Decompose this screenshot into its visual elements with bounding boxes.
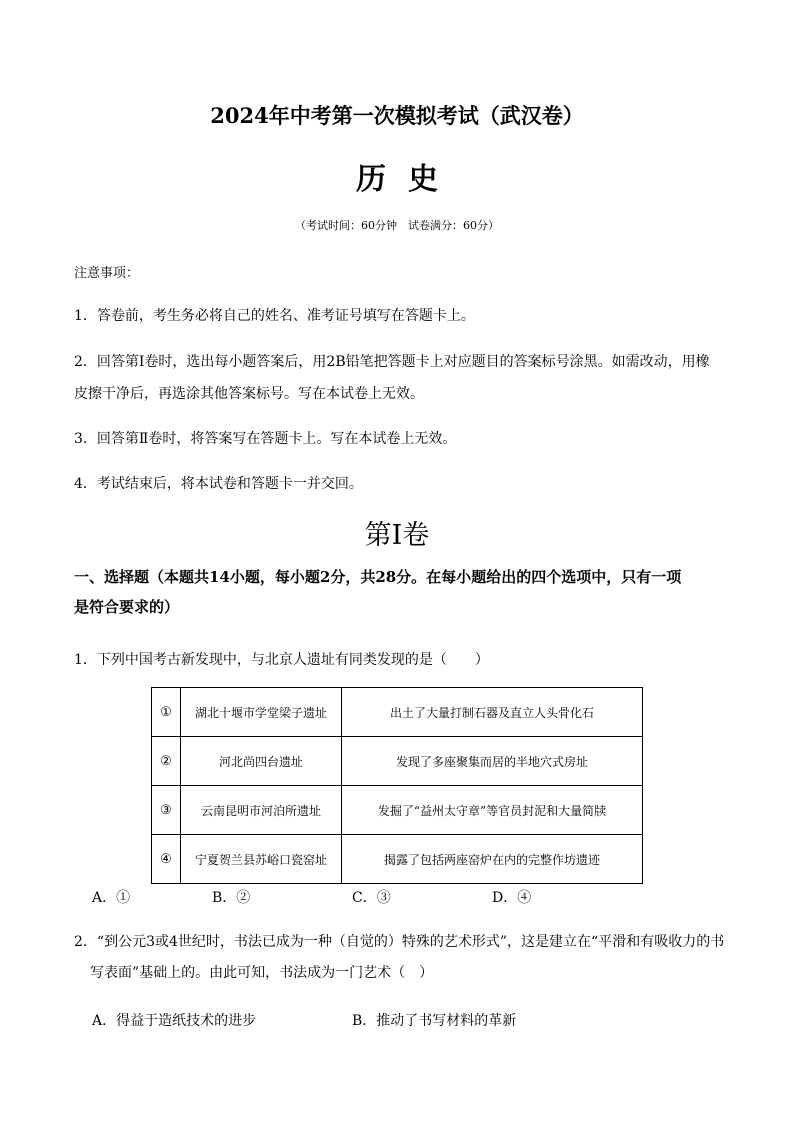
finding: 发掘了“益州太守章”等官员封泥和大量简牍 [342, 786, 643, 835]
table-row [152, 688, 643, 737]
exam-info: （考试时间：60分钟 试卷满分：60分） [295, 219, 499, 232]
question-2-stem-line-1: 2．“到公元3或4世纪时，书法已成为一种（自觉的）特殊的艺术形式”，这是建立在“平滑和有吸收力的书 [74, 934, 725, 950]
finding: 发现了多座聚集而居的半地穴式房址 [342, 737, 643, 786]
site-name: 云南昆明市河泊所遗址 [181, 786, 342, 835]
site-name: 湖北十堰市学堂梁子遗址 [181, 688, 342, 737]
question-1-option-c: C．③ [352, 890, 391, 906]
question-1-option-b: B．② [212, 890, 251, 906]
question-1-table [151, 687, 643, 884]
table-row [152, 835, 643, 884]
part-title: 第Ⅰ卷 [364, 520, 430, 551]
notice-item-2-line-2: 皮擦干净后，再选涂其他答案标号。写在本试卷上无效。 [74, 386, 424, 402]
exam-title: 2024年中考第一次模拟考试（武汉卷） [210, 103, 584, 128]
section-heading-line-2: 是符合要求的） [74, 598, 180, 616]
finding: 揭露了包括两座窑炉在内的完整作坊遗迹 [342, 835, 643, 884]
notice-item-1: 1．答卷前，考生务必将自己的姓名、准考证号填写在答题卡上。 [74, 308, 475, 324]
table-row [152, 737, 643, 786]
question-1-option-a: A．① [92, 890, 131, 906]
row-number: ① [152, 688, 181, 737]
question-2-option-a: A．得益于造纸技术的进步 [92, 1013, 257, 1029]
notice-item-3: 3．回答第Ⅱ卷时，将答案写在答题卡上。写在本试卷上无效。 [74, 431, 457, 447]
row-number: ④ [152, 835, 181, 884]
table-row [152, 786, 643, 835]
row-number: ② [152, 737, 181, 786]
notice-heading: 注意事项： [74, 266, 140, 281]
question-1-stem: 1．下列中国考古新发现中，与北京人遗址有同类发现的是（ ） [74, 652, 489, 668]
site-name: 河北尚四台遗址 [181, 737, 342, 786]
site-name: 宁夏贺兰县苏峪口瓷窑址 [181, 835, 342, 884]
question-2-stem-line-2: 写表面”基础上的。由此可知，书法成为一门艺术（ ） [90, 965, 434, 981]
finding: 出土了大量打制石器及直立人头骨化石 [342, 688, 643, 737]
section-heading-line-1: 一、选择题（本题共14小题，每小题2分，共28分。在每小题给出的四个选项中，只有一项 [74, 568, 682, 586]
row-number: ③ [152, 786, 181, 835]
notice-item-2-line-1: 2．回答第Ⅰ卷时，选出每小题答案后，用2B铅笔把答题卡上对应题目的答案标号涂黑。如需改动，用橡 [74, 354, 710, 370]
question-2-option-b: B．推动了书写材料的革新 [352, 1013, 517, 1029]
subject-title: 历史 [356, 162, 460, 197]
notice-item-4: 4．考试结束后，将本试卷和答题卡一并交回。 [74, 476, 363, 492]
question-1-option-d: D．④ [492, 890, 532, 906]
